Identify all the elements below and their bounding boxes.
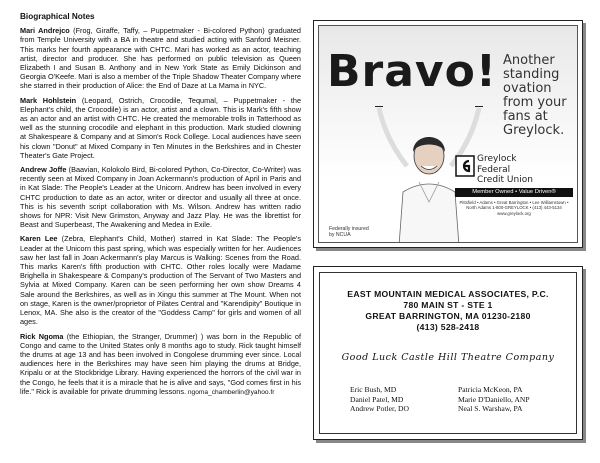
medical-ad-inner xyxy=(319,272,577,434)
doctor-name: Eric Bush, MD xyxy=(350,385,397,394)
greylock-ad xyxy=(313,20,583,248)
bio-text: (Frog, Giraffe, Taffy, – Puppetmaker - Bi-colored Python) graduated from Temple University with a BA in theatre and studied acting with Sanford Meisner. This marks her fourth appearance with CHTC. Mari has worked as an actor, teaching artist, director and producer. She has performed on public television as Queen Elizabeth I and Susan B. Anthony and in New York State as Emily Dickinson and Georgia O'Keefe. Mari is also a member of the Triple Shadow Theater Company where she starred in their production of Alice: the End of Daze at La Mama in NYC. xyxy=(20,26,301,91)
bio-text: (Zebra, Elephant's Child, Mother) starred in Kat Slade: The People's Leader at the Unicorn this past spring, which was especially written for her. Audiences saw her last fall in Joan Ackermann's play Marcus is Walking: Scenes from the Road. This marks Karen's fifth production with CHTC. Other roles locally were Madame Brighella in Shakespeare & Company's production of The Servant of Two Masters and Sylvia at Mixed Company. Karen can be seen performing her own show Dreams 4 Sale around the Berkshires, as well as in Xingu this summer at The Mount. When not on stage, Karen is the owner/proprietor of Pilates Central and "Karendipity" Boutique in Lenox, MA. She also is the creator of the "Goddess Camp" for girls and women of all ages. xyxy=(20,234,301,327)
doctor-name: Andrew Potler, DO xyxy=(350,404,409,414)
doctor-name: Neal S. Warshaw, PA xyxy=(458,404,523,414)
medical-header-line: 780 MAIN ST - STE 1 xyxy=(403,300,493,310)
cu-name-line: Greylock xyxy=(477,154,517,164)
bravo-title: Bravo! xyxy=(327,46,497,97)
bio-lee xyxy=(20,234,301,326)
bio-name: Mari Andrejco xyxy=(20,26,70,36)
bio-name: Karen Lee xyxy=(20,234,58,244)
bio-hohlstein xyxy=(20,96,301,160)
branch-list: Pittsfield • Adams • Great Barrington • Lee Williamstown • North Adams 1-800-GREYLOCK • (413) 443-5134 www.greylock.org xyxy=(459,200,569,216)
bio-name: Rick Ngoma xyxy=(20,331,64,341)
doctor-name: Patricia McKeon, PA xyxy=(458,385,523,394)
good-luck-message: Good Luck Castle Hill Theatre Company xyxy=(341,352,555,363)
medical-header-line: (413) 528-2418 xyxy=(416,322,480,332)
medical-header-line: GREAT BARRINGTON, MA 01230-2180 xyxy=(365,311,531,321)
bio-joffe xyxy=(20,165,301,229)
greylock-logo-icon xyxy=(455,155,475,177)
doctor-name: Daniel Patel, MD xyxy=(350,394,404,404)
greylock-ad-inner xyxy=(318,25,578,243)
bio-text: (Leopard, Ostrich, Crocodile, Tequmal, – Puppetmaker - the Elephant's child, the Crocodile) is an actor, artist and a clown. This is Mark's fifth show as an actor and an artist with CHTC. He created the memorable trolls in Tatterhood as well as the stunning crocodile and elephant in this production. Mark studied clowning at Shakespeare & Company and at Simon's Rock College. Local audiences have seen his clown "Donut" at Mixed Company in Ten Minutes in the Berkshires and in Chester Theater's Gate Project. xyxy=(20,95,301,160)
member-owned-banner: Member Owned • Value Driven® xyxy=(455,188,573,197)
bio-name: Andrew Joffe xyxy=(20,165,67,175)
bio-name: Mark Hohlstein xyxy=(20,95,77,105)
bios-heading: Biographical Notes xyxy=(20,12,95,21)
medical-header xyxy=(320,289,576,333)
bio-email: ngoma_chamberlin@yahoo.fr xyxy=(186,388,275,396)
bio-text: (Baavian, Kolokolo Bird, Bi-colored Python, Co-Director, Co-Writer) was recently seen at Mixed Company in Joan Ackermann's production of April in Paris and in Kat Slade: The People's Leader at the Unicorn. Andrew has been involved in every CHTC production to date as an actor, writer or director and usually all three at once. This is his seventh script collaboration with Ms. Wilson. Andrew has written radio shows for NPR: Visit New Grimston, Anyway and Jazz Play. He was the librettist for Beast and Superbeast, The Awakening and Medea in Exile. xyxy=(20,165,302,230)
bio-column xyxy=(20,12,301,402)
medical-header-line: EAST MOUNTAIN MEDICAL ASSOCIATES, P.C. xyxy=(347,289,549,299)
medical-ad xyxy=(313,266,583,440)
bio-ngoma xyxy=(20,332,301,397)
bio-text: (the Ethiopian, the Stranger, Drummer) ) was born in the Republic of Congo and came to the United States only 8 months ago to study. Rick taught himself the drums at age 13 and has been involved in Congolese drumming ever since. Local audiences here in the Berkshires may have seen him playing the drums at Bridge, Kripalu or at the Stockbridge Library. Having experienced the horrors of the civil war in the Congo, he feels that it is a miracle that he is alive and says, "God comes first in his life." Rick is available for private drumming lessons. xyxy=(20,331,301,396)
doctor-name: Marie D'Daniello, ANP xyxy=(458,394,530,404)
doctors-right-list xyxy=(458,385,530,414)
doctors-left-list xyxy=(350,385,409,414)
bravo-tagline: Another standing ovation from your fans at Greylock. xyxy=(503,53,567,138)
bio-andrejco xyxy=(20,26,301,90)
ncua-notice: Federally insured by NCUA xyxy=(329,226,369,238)
cu-name-line: Federal xyxy=(477,164,511,175)
credit-union-name xyxy=(477,154,533,186)
cu-name-line: Credit Union xyxy=(477,175,533,185)
